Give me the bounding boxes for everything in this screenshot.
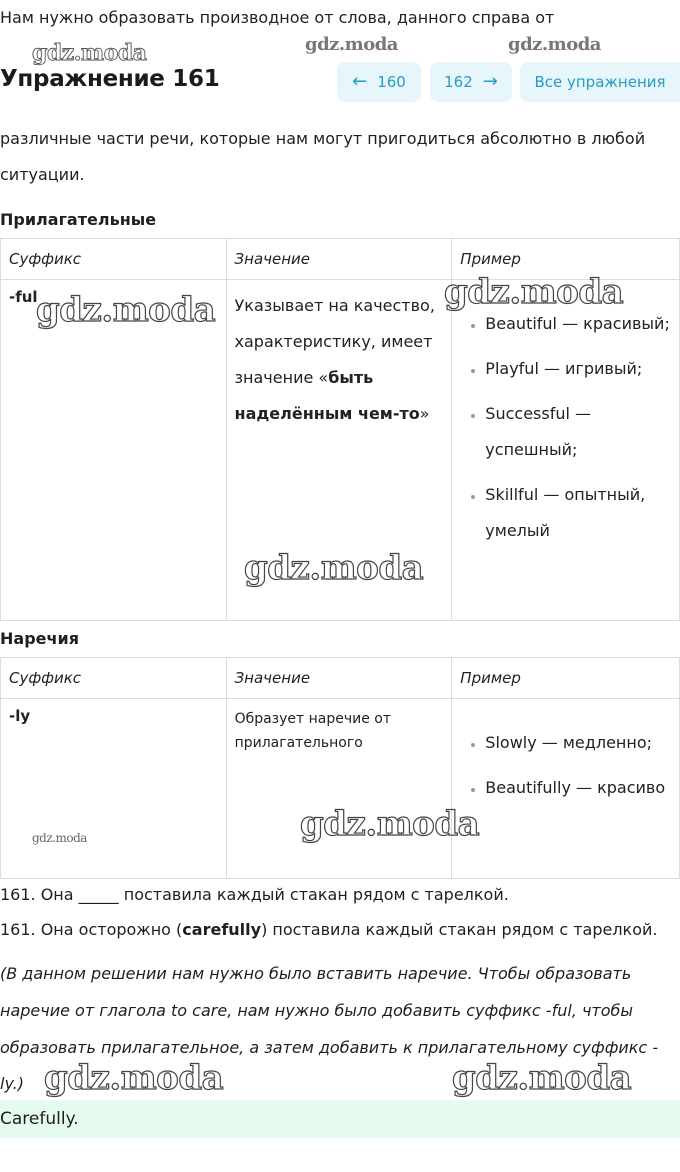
example-list [460, 725, 671, 806]
example-list [460, 306, 671, 549]
top-text-line: Нам нужно образовать производное от слова, данного справа от [0, 8, 555, 27]
arrow-right-icon: → [482, 71, 498, 92]
all-exercises-label: Все упражнения [534, 73, 666, 91]
explanation-line: образовать прилагательное, а затем добавить к прилагательному суффикс - [0, 1038, 659, 1057]
example-cell [452, 699, 680, 879]
solution-bold: carefully [182, 920, 262, 939]
list-item: • Slowly — медленно; [485, 725, 671, 761]
meaning-bold: быть наделённым чем-то [234, 368, 420, 423]
page-title: Упражнение 161 [0, 66, 220, 92]
list-item: • Beautifully — красиво [485, 770, 671, 806]
answer-text: Carefully. [0, 1109, 79, 1129]
watermark: gdz.moda [44, 1058, 224, 1098]
watermark: gdz.moda [305, 34, 398, 55]
watermark: gdz.moda [32, 40, 147, 66]
solution-text [0, 912, 657, 948]
list-item: • Beautiful — красивый; [485, 306, 671, 342]
header-suffix: Суффикс [1, 239, 227, 280]
watermark: gdz.moda [444, 272, 624, 312]
watermark: gdz.moda [508, 34, 601, 55]
list-item: • Playful — игривый; [485, 351, 671, 387]
prev-exercise-button[interactable] [337, 62, 421, 102]
intro-line: различные части речи, которые нам могут пригодиться абсолютно в любой [0, 129, 646, 148]
suffix-cell: -ful [1, 280, 227, 621]
explanation-line: наречие от глагола to care, нам нужно было добавить суффикс -ful, чтобы [0, 1001, 634, 1020]
adverbs-table [0, 657, 680, 879]
prev-exercise-label: 160 [377, 73, 406, 91]
solution-suffix: ) поставила каждый стакан рядом с тарелкой. [261, 920, 658, 939]
watermark: gdz.moda [452, 1058, 632, 1098]
header-meaning: Значение [226, 239, 452, 280]
header-example: Пример [452, 239, 680, 280]
header-meaning: Значение [226, 658, 452, 699]
suffix-cell: -ly [1, 699, 227, 879]
table-row [1, 699, 680, 879]
example-cell [452, 280, 680, 621]
list-item: • Successful — успешный; [485, 396, 671, 468]
all-exercises-button[interactable] [520, 62, 680, 102]
watermark: gdz.moda [300, 804, 480, 844]
meaning-text: Указывает на качество, характеристику, имеет значение « [234, 296, 435, 387]
header-example: Пример [452, 658, 680, 699]
meaning-end: » [419, 404, 430, 423]
explanation-line: ly.) [0, 1074, 24, 1093]
section-title-adverbs: Наречия [0, 629, 79, 648]
answer-box [0, 1100, 680, 1138]
explanation-line: (В данном решении нам нужно было вставить наречие. Чтобы образовать [0, 964, 632, 983]
meaning-cell: Образует наречие от прилагательного [226, 699, 452, 879]
table-header-row [1, 658, 680, 699]
watermark: gdz.moda [36, 290, 216, 330]
watermark: gdz.moda [244, 548, 424, 588]
section-title-adjectives: Прилагательные [0, 210, 157, 229]
list-item: • Skillful — опытный, умелый [485, 477, 671, 549]
arrow-left-icon: ← [352, 71, 368, 92]
next-exercise-button[interactable] [430, 62, 512, 102]
header-suffix: Суффикс [1, 658, 227, 699]
next-exercise-label: 162 [444, 73, 473, 91]
watermark: gdz.moda [32, 831, 87, 845]
intro-line: ситуации. [0, 165, 85, 184]
task-text: 161. Она _____ поставила каждый стакан рядом с тарелкой. [0, 885, 509, 904]
solution-prefix: 161. Она осторожно ( [0, 920, 183, 939]
